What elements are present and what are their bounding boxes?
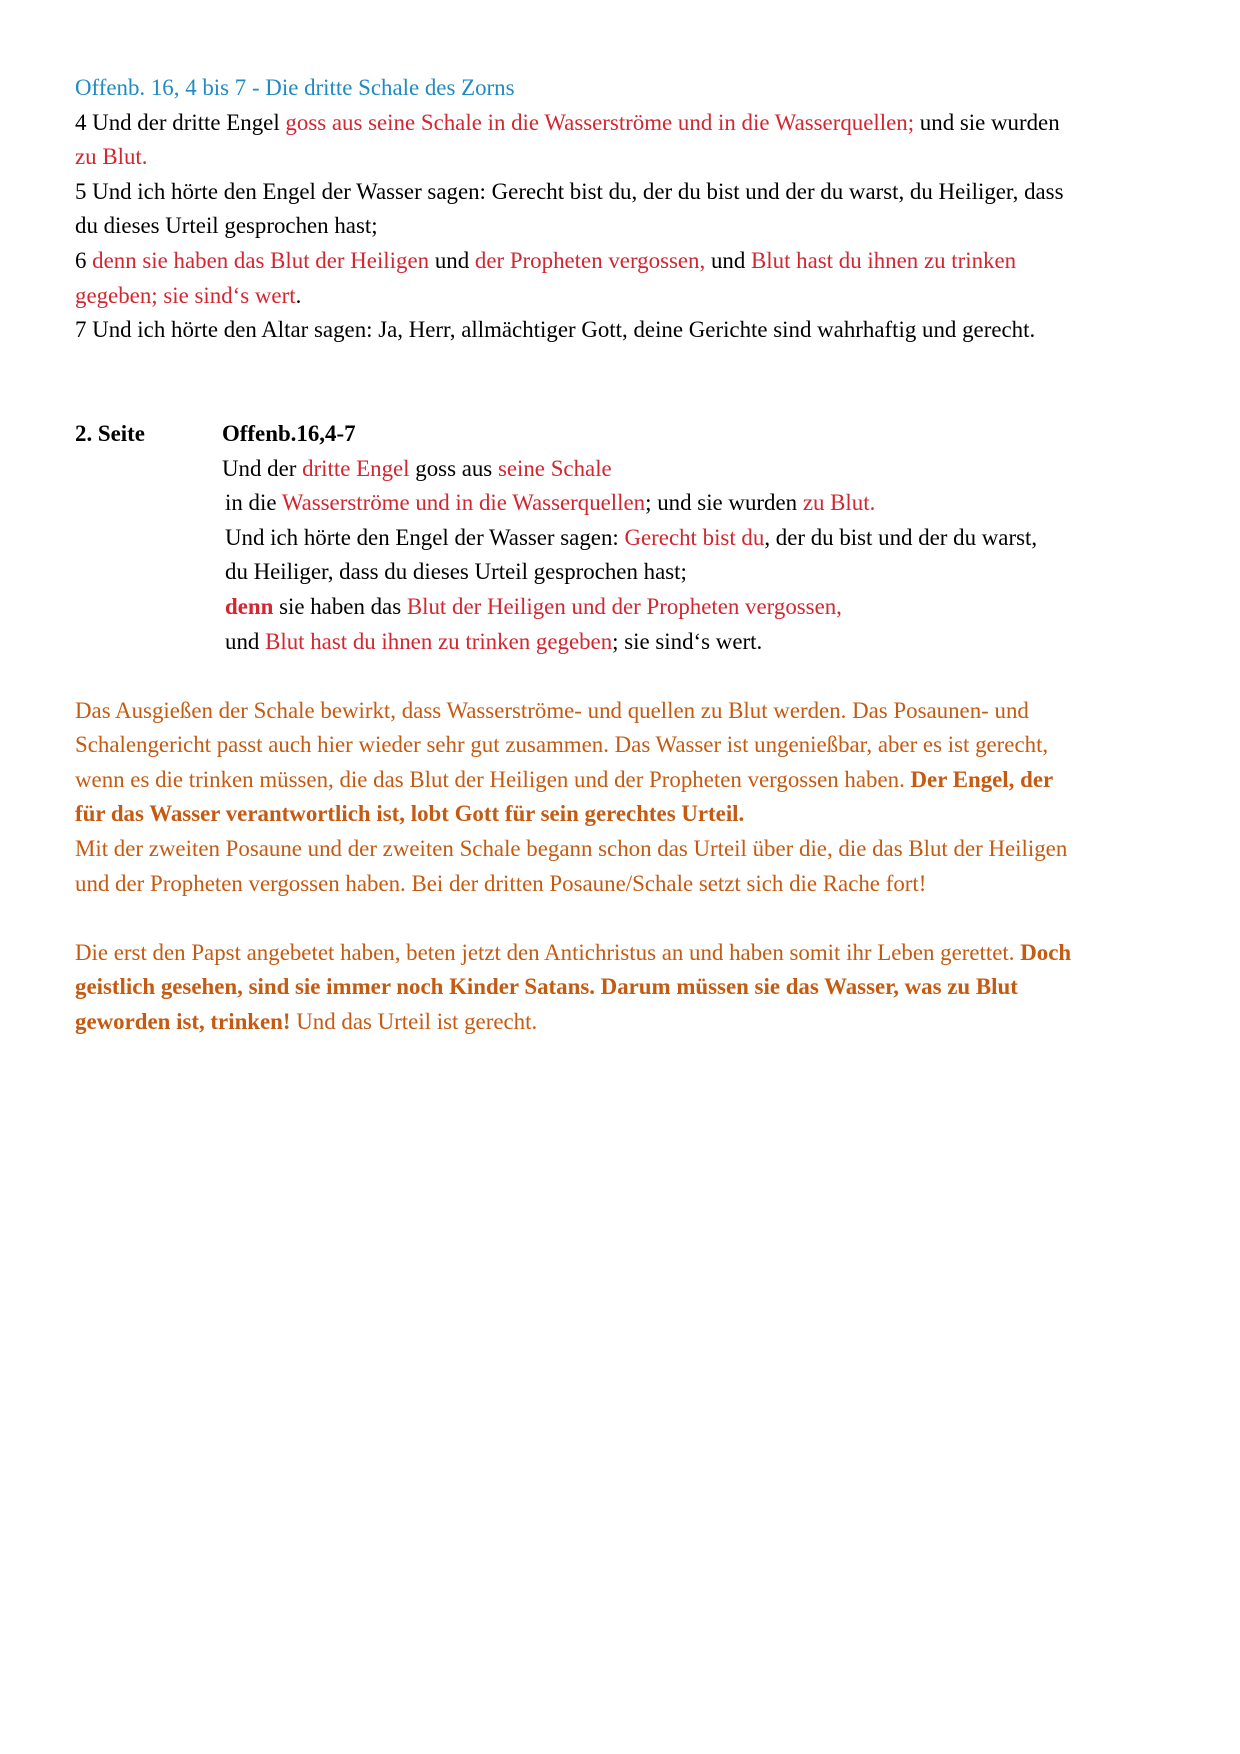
verse-5 xyxy=(75,175,1165,244)
second-page-section xyxy=(75,417,1165,659)
commentary-text: wenn es die trinken müssen, die das Blut der Heiligen und der Propheten vergossen haben. xyxy=(75,766,911,792)
verse-text: goss aus xyxy=(409,455,498,481)
verse-highlight: Blut hast du ihnen zu trinken xyxy=(751,247,1017,273)
verse-highlight: zu Blut. xyxy=(802,490,876,516)
verse-highlight: Wasserströme und in die Wasserquellen xyxy=(281,490,646,516)
verse-highlight: zu Blut. xyxy=(75,144,148,170)
commentary-emphasis: für das Wasser verantwortlich ist, lobt Gott für sein gerechtes Urteil. xyxy=(75,801,745,827)
verse-4 xyxy=(75,106,1165,175)
verse-6 xyxy=(75,244,1165,313)
passage-title: Offenb. 16, 4 bis 7 - Die dritte Schale des Zorns xyxy=(75,75,515,100)
verse-text: ; sie sind‘s wert. xyxy=(612,628,763,654)
scripture-passage xyxy=(75,71,1165,348)
verse-text: und xyxy=(225,628,266,654)
commentary-section xyxy=(75,694,1165,1040)
verse-line xyxy=(222,521,1037,556)
verse-highlight: Blut hast du ihnen zu trinken gegeben xyxy=(265,628,613,654)
verse-highlight: Blut der Heiligen und der Propheten vergossen, xyxy=(406,593,842,619)
commentary-text: und der Propheten vergossen haben. Bei der dritten Posaune/Schale setzt sich die Rache fort! xyxy=(75,870,927,896)
verse-highlight: Gerecht bist du xyxy=(624,524,765,550)
verse-line xyxy=(222,590,1037,625)
section-label: 2. Seite xyxy=(75,420,145,446)
verse-text: in die xyxy=(225,490,282,516)
verse-highlight: denn sie haben das Blut der Heiligen xyxy=(92,247,430,273)
verse-line xyxy=(222,486,1037,521)
verse-text: 6 xyxy=(75,247,93,273)
verse-text: Und ich hörte den Engel der Wasser sagen: xyxy=(225,524,625,550)
commentary-text: Die erst den Papst angebetet haben, beten jetzt den Antichristus an und haben somit ihr Leben gerettet. xyxy=(75,939,1021,965)
verse-text: ; und sie wurden xyxy=(645,490,803,516)
verse-line xyxy=(222,555,1037,590)
verse-text: und sie wurden xyxy=(914,109,1060,135)
commentary-text: Schalengericht passt auch hier wieder sehr gut zusammen. Das Wasser ist ungenießbar, aber es ist gerecht, xyxy=(75,732,1049,758)
verse-highlight: seine Schale xyxy=(497,455,612,481)
verse-highlight: goss aus seine Schale in die Wasserströme und in die Wasserquellen; xyxy=(285,109,915,135)
verse-text: , der du bist und der du warst, xyxy=(764,524,1038,550)
verse-highlight: der Propheten vergossen, xyxy=(474,247,706,273)
verse-text: und xyxy=(429,247,475,273)
verse-text: du dieses Urteil gesprochen hast; xyxy=(75,213,378,239)
passage-reference: Offenb.16,4-7 xyxy=(222,420,356,446)
second-page-body xyxy=(222,417,1037,659)
verse-highlight: gegeben; sie sind‘s wert xyxy=(75,282,296,308)
verse-text: du Heiliger, dass du dieses Urteil gesprochen hast; xyxy=(225,559,687,585)
verse-text: und xyxy=(705,247,751,273)
verse-text: sie haben das xyxy=(273,593,407,619)
verse-text: 5 Und ich hörte den Engel der Wasser sagen: Gerecht bist du, der du bist und der du warst, du Heiliger, dass xyxy=(75,178,1064,204)
verse-line xyxy=(222,452,1037,487)
verse-text: Und der xyxy=(222,455,303,481)
commentary-text: Mit der zweiten Posaune und der zweiten Schale begann schon das Urteil über die, die das Blut der Heiligen xyxy=(75,836,1068,862)
commentary-emphasis: geworden ist, trinken! xyxy=(75,1009,291,1035)
verse-text: . xyxy=(295,282,302,308)
verse-7 xyxy=(75,313,1165,348)
commentary-emphasis: geistlich gesehen, sind sie immer noch Kinder Satans. Darum müssen sie das Wasser, was zu Blut xyxy=(75,974,1018,1000)
commentary-emphasis: Der Engel, der xyxy=(910,766,1054,792)
commentary-emphasis: Doch xyxy=(1020,939,1072,965)
commentary-text: Das Ausgießen der Schale bewirkt, dass Wasserströme- und quellen zu Blut werden. Das Posaunen- und xyxy=(75,697,1029,723)
verse-line xyxy=(222,625,1037,660)
verse-text: 4 Und der dritte Engel xyxy=(75,109,286,135)
verse-text: 7 Und ich hörte den Altar sagen: Ja, Herr, allmächtiger Gott, deine Gerichte sind wahrhaftig und gerecht. xyxy=(75,317,1036,343)
commentary-paragraph xyxy=(75,694,1165,902)
verse-highlight: dritte Engel xyxy=(302,455,410,481)
commentary-text: Und das Urteil ist gerecht. xyxy=(290,1009,538,1035)
verse-highlight-bold: denn xyxy=(225,593,274,619)
commentary-paragraph xyxy=(75,936,1165,1040)
